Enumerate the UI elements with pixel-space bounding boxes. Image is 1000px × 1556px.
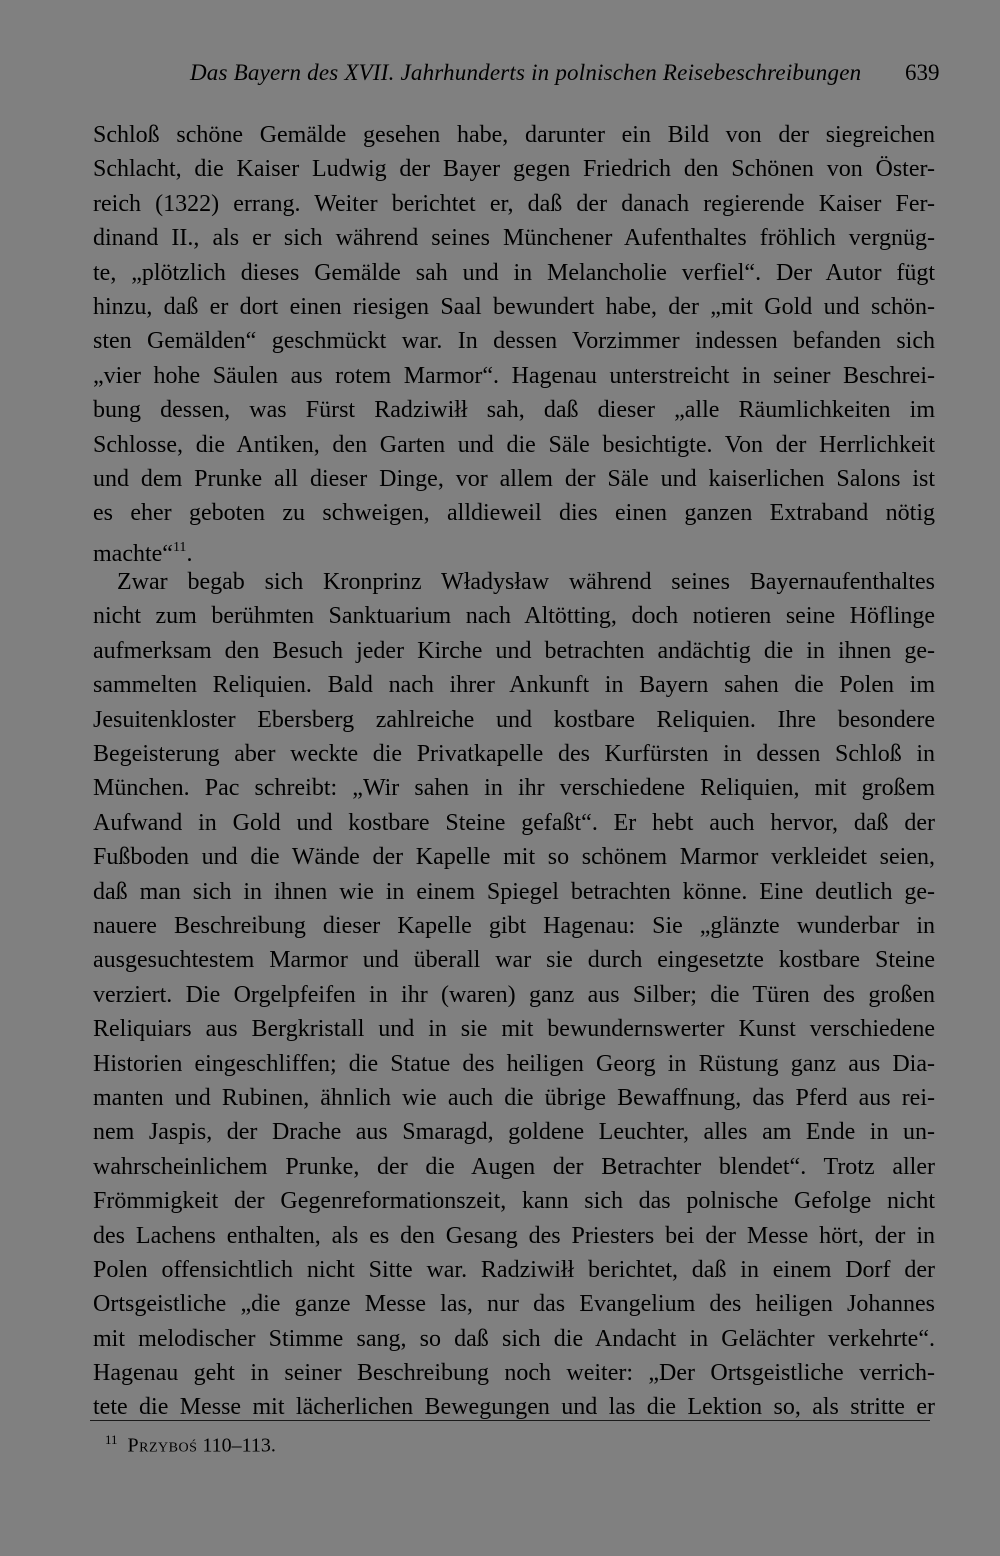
text-line: mit melodischer Stimme sang, so daß sich die Andacht in Gelächter verkehrte“.: [93, 1325, 935, 1352]
running-header-title: Das Bayern des XVII. Jahrhunderts in polnischen Reisebeschreibungen: [190, 60, 862, 85]
footnote-divider: [90, 1420, 930, 1421]
footnote: [105, 1432, 276, 1458]
text-line: Ortsgeistliche „die ganze Messe las, nur das Evangelium des heiligen Johannes: [93, 1291, 935, 1318]
footnote-number: 11: [105, 1432, 118, 1447]
text-line: Schlosse, die Antiken, den Garten und die Säle besichtigte. Von der Herrlichkeit: [93, 431, 935, 458]
text-line: Historien eingeschliffen; die Statue des heiligen Georg in Rüstung ganz aus Dia-: [93, 1050, 935, 1077]
text-line: Hagenau geht in seiner Beschreibung noch weiter: „Der Ortsgeistliche verrich-: [93, 1360, 935, 1387]
footnote-pages: 110–113.: [202, 1434, 276, 1457]
text-line: manten und Rubinen, ähnlich wie auch die übrige Bewaffnung, das Pferd aus rei-: [93, 1084, 935, 1111]
text-line-indented: Zwar begab sich Kronprinz Władysław während seines Bayernaufenthaltes: [117, 569, 935, 596]
text-line: Jesuitenkloster Ebersberg zahlreiche und kostbare Reliquien. Ihre besondere: [93, 706, 935, 733]
text-line: München. Pac schreibt: „Wir sahen in ihr verschiedene Reliquien, mit großem: [93, 775, 935, 802]
footnote-reference[interactable]: 11: [172, 539, 187, 555]
text-line: sten Gemälden“ geschmückt war. In dessen Vorzimmer indessen befanden sich: [93, 328, 935, 355]
text-line-fragment: machte“: [93, 540, 173, 566]
text-line: des Lachens enthalten, als es den Gesang des Priesters bei der Messe hört, der in: [93, 1222, 935, 1249]
text-line: te, „plötzlich dieses Gemälde sah und in Melancholie verfiel“. Der Autor fügt: [93, 259, 935, 286]
text-line: reich (1322) errang. Weiter berichtet er, daß der danach regierende Kaiser Fer-: [93, 190, 935, 217]
text-line: dinand II., als er sich während seines Münchener Aufenthaltes fröhlich vergnüg-: [93, 225, 935, 252]
page-number: 639: [905, 60, 940, 85]
text-line: Schlacht, die Kaiser Ludwig der Bayer gegen Friedrich den Schönen von Öster-: [93, 156, 935, 183]
text-line: Begeisterung aber weckte die Privatkapelle des Kurfürsten in dessen Schloß in: [93, 741, 935, 768]
main-text-block: [93, 118, 935, 1425]
text-line: hinzu, daß er dort einen riesigen Saal bewundert habe, der „mit Gold und schön-: [93, 293, 935, 320]
text-line: aufmerksam den Besuch jeder Kirche und betrachten andächtig die in ihnen ge-: [93, 637, 935, 664]
text-line: tete die Messe mit lächerlichen Bewegungen und las die Lektion so, als stritte er: [93, 1394, 935, 1421]
text-line: nicht zum berühmten Sanktuarium nach Altötting, doch notieren seine Höflinge: [93, 603, 935, 630]
text-line: es eher geboten zu schweigen, alldieweil dies einen ganzen Extraband nötig: [93, 500, 935, 527]
text-line: Frömmigkeit der Gegenreformationszeit, kann sich das polnische Gefolge nicht: [93, 1188, 935, 1215]
text-line: sammelten Reliquien. Bald nach ihrer Ankunft in Bayern sahen die Polen im: [93, 672, 935, 699]
text-line: Fußboden und die Wände der Kapelle mit so schönem Marmor verkleidet seien,: [93, 844, 935, 871]
sentence-period: .: [186, 540, 193, 566]
text-line: verziert. Die Orgelpfeifen in ihr (waren) ganz aus Silber; die Türen des großen: [93, 981, 935, 1008]
text-line: Reliquiars aus Bergkristall und in sie mit bewundernswerter Kunst verschiedene: [93, 1016, 935, 1043]
text-line: wahrscheinlichem Prunke, der die Augen der Betrachter blendet“. Trotz aller: [93, 1153, 935, 1180]
text-line: und dem Prunke all dieser Dinge, vor allem der Säle und kaiserlichen Salons ist: [93, 465, 935, 492]
text-line: Aufwand in Gold und kostbare Steine gefaßt“. Er hebt auch hervor, daß der: [93, 809, 935, 836]
text-line: ausgesuchtestem Marmor und überall war sie durch eingesetzte kostbare Steine: [93, 947, 935, 974]
text-line: nauere Beschreibung dieser Kapelle gibt Hagenau: Sie „glänzte wunderbar in: [93, 912, 935, 939]
text-line: „vier hohe Säulen aus rotem Marmor“. Hagenau unterstreicht in seiner Beschrei-: [93, 362, 935, 389]
text-line: nem Jaspis, der Drache aus Smaragd, goldene Leuchter, alles am Ende in un-: [93, 1119, 935, 1146]
text-line: Schloß schöne Gemälde gesehen habe, darunter ein Bild von der siegreichen: [93, 122, 935, 148]
paragraph-end-line: [93, 531, 935, 565]
footnote-author: Przyboś: [127, 1434, 198, 1457]
text-line: Polen offensichtlich nicht Sitte war. Radziwiłł berichtet, daß in einem Dorf der: [93, 1256, 935, 1283]
text-line: bung dessen, was Fürst Radziwiłł sah, daß dieser „alle Räumlichkeiten im: [93, 397, 935, 424]
text-line: daß man sich in ihnen wie in einem Spiegel betrachten könne. Eine deutlich ge-: [93, 878, 935, 905]
